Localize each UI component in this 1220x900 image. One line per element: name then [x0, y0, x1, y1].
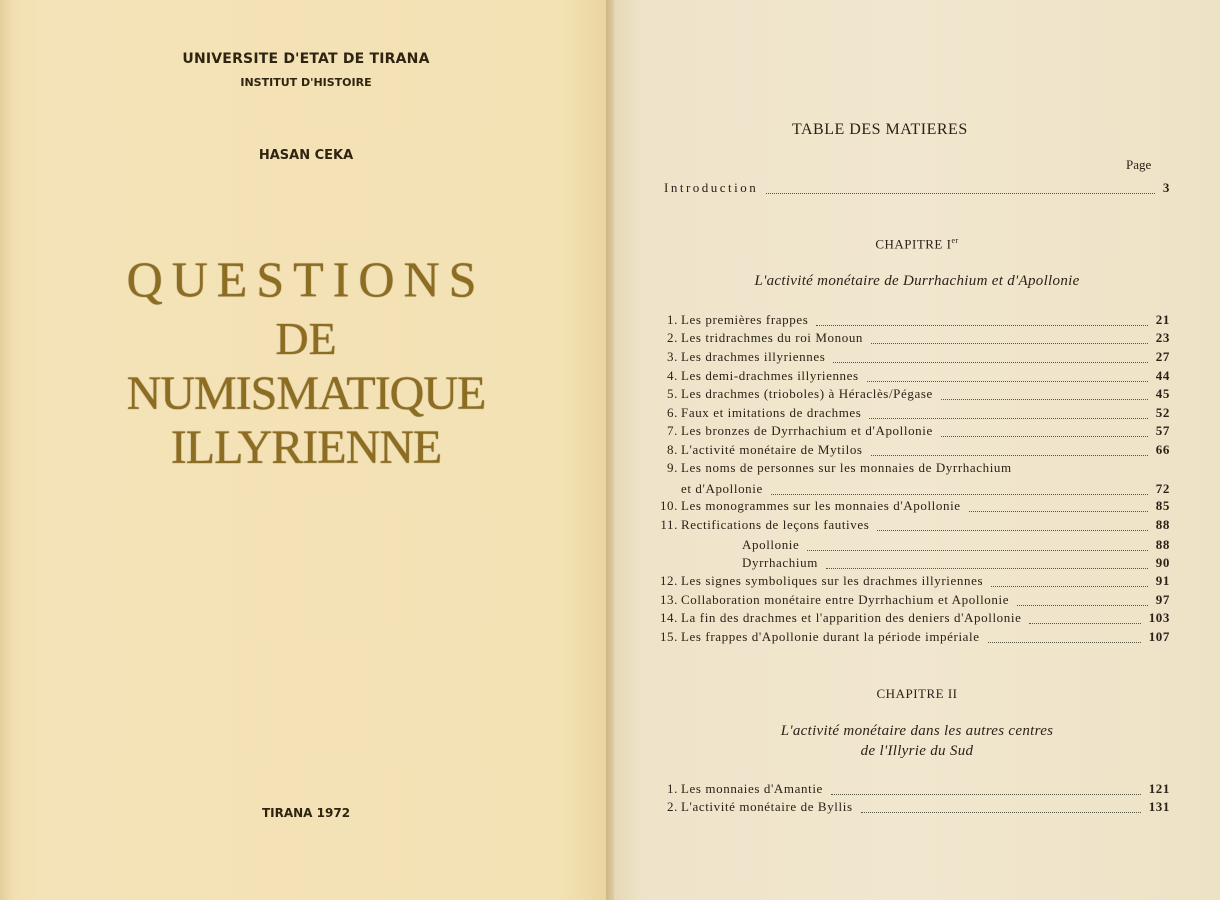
toc-row [654, 537, 1172, 555]
dot-leader [991, 586, 1148, 587]
toc-row [654, 573, 1172, 591]
toc-entry-number: 15. [659, 629, 678, 644]
dot-leader [871, 455, 1148, 456]
toc-row [654, 405, 1172, 423]
chapter-2-label: CHAPITRE II [876, 686, 958, 701]
toc-entry-text: et d'Apollonie [681, 481, 763, 496]
toc-row [654, 799, 1172, 817]
toc-entry-text: Apollonie [742, 537, 800, 552]
chapter-1-label: CHAPITRE Ier [875, 236, 959, 252]
toc-entry-text: Les monogrammes sur les monnaies d'Apollonie [681, 498, 961, 513]
toc-entry-number: 6. [667, 405, 678, 420]
toc-entry-page: 72 [1155, 481, 1170, 496]
toc-entry-number: 2. [667, 330, 678, 345]
toc-entry-page: 85 [1155, 498, 1170, 513]
chapter-2-title-line-1: L'activité monétaire dans les autres centres [780, 723, 1054, 739]
toc-entry-page: 21 [1155, 312, 1170, 327]
cover-title-line-2: DE [275, 313, 337, 364]
toc-entry-text: Les drachmes illyriennes [681, 349, 826, 364]
dot-leader [941, 399, 1148, 400]
toc-entry-text: Faux et imitations de drachmes [681, 405, 862, 420]
toc-entry-text: Les demi-drachmes illyriennes [681, 368, 859, 383]
toc-entry-number: 12. [659, 573, 678, 588]
cover-title-line-4: ILLYRIENNE [170, 421, 442, 474]
toc-entry-text: Collaboration monétaire entre Dyrrhachium et Apollonie [681, 592, 1010, 607]
toc-entry-number: 13. [659, 592, 678, 607]
toc-entry-number: 8. [667, 442, 678, 457]
toc-entry-page: 27 [1155, 349, 1170, 364]
toc-row [654, 368, 1172, 386]
toc-entry-page: 131 [1148, 799, 1170, 814]
toc-row [654, 349, 1172, 367]
dot-leader [1029, 623, 1141, 624]
toc-entry-text: Rectifications de leçons fautives [681, 517, 870, 532]
dot-leader [816, 325, 1148, 326]
institute-name: INSTITUT D'HISTOIRE [240, 76, 372, 89]
toc-entry-page: 103 [1148, 610, 1170, 625]
toc-row [654, 517, 1172, 535]
toc-entry-page: 107 [1148, 629, 1170, 644]
dot-leader [867, 381, 1148, 382]
toc-entry-number: 9. [667, 460, 678, 475]
dot-leader [969, 511, 1148, 512]
toc-entry-number: 10. [659, 498, 678, 513]
toc-entry-number: 7. [667, 423, 678, 438]
toc-entry-text: Les drachmes (trioboles) à Héraclès/Pégase [681, 386, 933, 401]
toc-entry-number: 1. [667, 781, 678, 796]
toc-entry-text: L'activité monétaire de Byllis [681, 799, 853, 814]
toc-row [654, 555, 1172, 573]
toc-row [654, 442, 1172, 460]
toc-row [654, 481, 1172, 499]
toc-entry-text: Les bronzes de Dyrrhachium et d'Apollonie [681, 423, 933, 438]
university-name: UNIVERSITE D'ETAT DE TIRANA [182, 51, 430, 67]
cover-title-line-1: QUESTIONS [126, 251, 486, 307]
toc-entry-text: L'activité monétaire de Mytilos [681, 442, 863, 457]
toc-row [654, 423, 1172, 441]
chapter-2-title-line-2: de l'Illyrie du Sud [860, 743, 974, 759]
toc-row [654, 498, 1172, 516]
toc-row [654, 460, 1172, 478]
dot-leader [766, 193, 1155, 194]
toc-entry-page: 97 [1155, 592, 1170, 607]
cover-title-line-3: NUMISMATIQUE [126, 367, 486, 420]
dot-leader [861, 812, 1141, 813]
toc-entry-number: 5. [667, 386, 678, 401]
toc-entry-number: 14. [659, 610, 678, 625]
place-year: TIRANA 1972 [261, 806, 351, 820]
toc-entry-text: Dyrrhachium [742, 555, 818, 570]
toc-entry-page: 91 [1155, 573, 1170, 588]
page-column-label: Page [1126, 157, 1152, 172]
dot-leader [871, 343, 1148, 344]
toc-entry-text: Les noms de personnes sur les monnaies de Dyrrhachium [681, 460, 1012, 475]
toc-row [654, 312, 1172, 330]
toc-entry-number: 11. [660, 517, 678, 532]
dot-leader [833, 362, 1148, 363]
toc-entry-text: Les signes symboliques sur les drachmes illyriennes [681, 573, 984, 588]
toc-row-introduction [654, 180, 1172, 198]
toc-entry-number: 4. [667, 368, 678, 383]
dot-leader [826, 568, 1148, 569]
toc-entry-page: 52 [1155, 405, 1170, 420]
toc-row [654, 781, 1172, 799]
toc-heading: TABLE DES MATIERES [792, 121, 968, 138]
dot-leader [807, 550, 1148, 551]
toc-entry-page: 90 [1155, 555, 1170, 570]
toc-entry-number: 2. [667, 799, 678, 814]
dot-leader [869, 418, 1148, 419]
toc-entry-page: 3 [1162, 180, 1170, 195]
toc-entry-page: 45 [1155, 386, 1170, 401]
toc-entry-text: Les monnaies d'Amantie [681, 781, 823, 796]
dot-leader [1017, 605, 1148, 606]
toc-row [654, 330, 1172, 348]
toc-row [654, 629, 1172, 647]
toc-row [654, 386, 1172, 404]
toc-row [654, 592, 1172, 610]
toc-page [614, 0, 1220, 900]
toc-entry-page: 88 [1155, 537, 1170, 552]
toc-row [654, 610, 1172, 628]
dot-leader [988, 642, 1141, 643]
toc-entry-page: 57 [1155, 423, 1170, 438]
dot-leader [771, 494, 1148, 495]
toc-entry-text: Les frappes d'Apollonie durant la période impériale [681, 629, 980, 644]
toc-entry-text: Introduction [664, 180, 759, 195]
toc-entry-page: 66 [1155, 442, 1170, 457]
toc-entry-page: 23 [1155, 330, 1170, 345]
toc-entry-number: 1. [667, 312, 678, 327]
chapter-1-superscript: er [951, 236, 959, 245]
toc-entry-page: 44 [1155, 368, 1170, 383]
toc-entry-text: Les tridrachmes du roi Monoun [681, 330, 864, 345]
dot-leader [831, 794, 1141, 795]
toc-entry-text: La fin des drachmes et l'apparition des deniers d'Apollonie [681, 610, 1022, 625]
toc-entry-text: Les premières frappes [681, 312, 809, 327]
author-name: HASAN CEKA [258, 148, 354, 163]
toc-entry-page: 88 [1155, 517, 1170, 532]
dot-leader [877, 530, 1148, 531]
toc-entry-number: 3. [667, 349, 678, 364]
dot-leader [941, 436, 1148, 437]
chapter-1-title: L'activité monétaire de Durrhachium et d'Apollonie [754, 273, 1080, 289]
toc-entry-page: 121 [1148, 781, 1170, 796]
